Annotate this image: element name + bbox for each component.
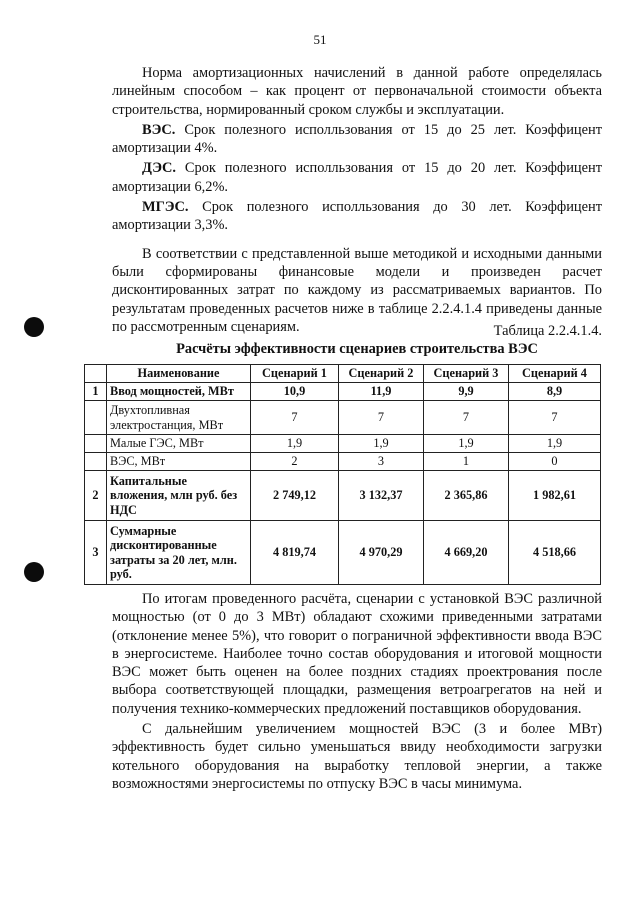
table-header-row [85,365,601,383]
cell-value: 4 819,74 [251,521,339,585]
row-num [85,435,107,453]
cell-value: 3 132,37 [339,471,424,521]
header-num [85,365,107,383]
cell-value: 2 365,86 [424,471,509,521]
table-row [85,401,601,435]
cell-value: 7 [424,401,509,435]
table-row [85,471,601,521]
row-num: 1 [85,383,107,401]
cell-value: 7 [339,401,424,435]
row-num [85,401,107,435]
row-name: Ввод мощностей, МВт [107,383,251,401]
paragraph-further: С дальнейшим увеличением мощностей ВЭС (3 и более МВт) эффективность будет сильно уменьшаться ввиду необходимости загрузки котельного оборудования на выработку тепловой энергии, а также возможностями энергосистемы по отпуску ВЭС в часы минимума. [112,721,602,792]
paragraph-mges [112,198,602,235]
binder-hole-icon [24,317,44,337]
table-row [85,521,601,585]
mges-label: МГЭС. [142,199,189,216]
row-num: 2 [85,471,107,521]
table-row [85,435,601,453]
ves-label: ВЭС. [142,121,176,138]
des-text: Срок полезного исполльзования от 15 до 20 лет. Коэффицент амортизации 6,2%. [112,160,602,195]
table-row [85,383,601,401]
header-name: Наименование [107,365,251,383]
paragraph-depreciation: Норма амортизационных начислений в данной работе определялась линейным способом – как процент от первоначальной стоимости объекта строительства, нормированный сроком службы и эксплуатации. [112,65,602,118]
header-scenario-2: Сценарий 2 [339,365,424,383]
paragraph-methodology: В соответствии с представленной выше методикой и исходными данными были сформированы финансовые модели и произведен расчет дисконтированных затрат по каждому из рассматриваемых вариантов. По результатам проведенных расчетов ниже в таблице 2.2.4.1.4 приведены данные по рассмотренным сценариям. [112,245,602,335]
cell-value: 0 [509,453,601,471]
row-num [85,453,107,471]
row-num: 3 [85,521,107,585]
cell-value: 1 [424,453,509,471]
table-number: Таблица 2.2.4.1.4. [493,323,602,339]
cell-value: 7 [251,401,339,435]
paragraph-results: По итогам проведенного расчёта, сценарии с установкой ВЭС различной мощностью (от 0 до 3 МВт) обладают схожими приведенными затратами (отклонение менее 5%), что говорит о пограничной эффективности ввода ВЭС в энергосистеме. Наиболее точно состав оборудования и итоговой мощности ВЭС может быть оценен на более поздних стадиях проектрования после выбора соответствующей площадки, размещения ветроагрегатов на ней и получения технико-коммерческих предложений поставщиков оборудования. [112,591,602,717]
conclusion-section [112,590,602,793]
page-number: 51 [313,32,327,47]
cell-value: 11,9 [339,383,424,401]
cell-value: 2 [251,453,339,471]
cell-value: 4 970,29 [339,521,424,585]
row-name: Капитальные вложения, млн руб. без НДС [107,471,251,521]
binder-hole-icon [24,562,44,582]
cell-value: 1 982,61 [509,471,601,521]
table-title: Расчёты эффективности сценариев строительства ВЭС [176,341,538,357]
row-name: Двухтопливная электростанция, МВт [107,401,251,435]
cell-value: 4 518,66 [509,521,601,585]
cell-value: 1,9 [509,435,601,453]
header-scenario-3: Сценарий 3 [424,365,509,383]
cell-value: 9,9 [424,383,509,401]
cell-value: 4 669,20 [424,521,509,585]
cell-value: 2 749,12 [251,471,339,521]
des-label: ДЭС. [142,160,177,177]
row-name: Малые ГЭС, МВт [107,435,251,453]
scenario-table [84,364,601,585]
ves-text: Срок полезного исполльзования от 15 до 25 лет. Коэффицент амортизации 4%. [112,121,602,157]
row-name: Суммарные дисконтированные затраты за 20 лет, млн. руб. [107,521,251,585]
table-row [85,453,601,471]
cell-value: 3 [339,453,424,471]
paragraph-des [112,159,602,196]
cell-value: 10,9 [251,383,339,401]
cell-value: 1,9 [424,435,509,453]
cell-value: 8,9 [509,383,601,401]
mges-text: Срок полезного исполльзования до 30 лет. Коэффицент амортизации 3,3%. [112,199,602,234]
cell-value: 1,9 [251,435,339,453]
intro-section [112,64,602,336]
row-name: ВЭС, МВт [107,453,251,471]
cell-value: 7 [509,401,601,435]
header-scenario-1: Сценарий 1 [251,365,339,383]
header-scenario-4: Сценарий 4 [509,365,601,383]
cell-value: 1,9 [339,435,424,453]
paragraph-ves [112,121,602,158]
